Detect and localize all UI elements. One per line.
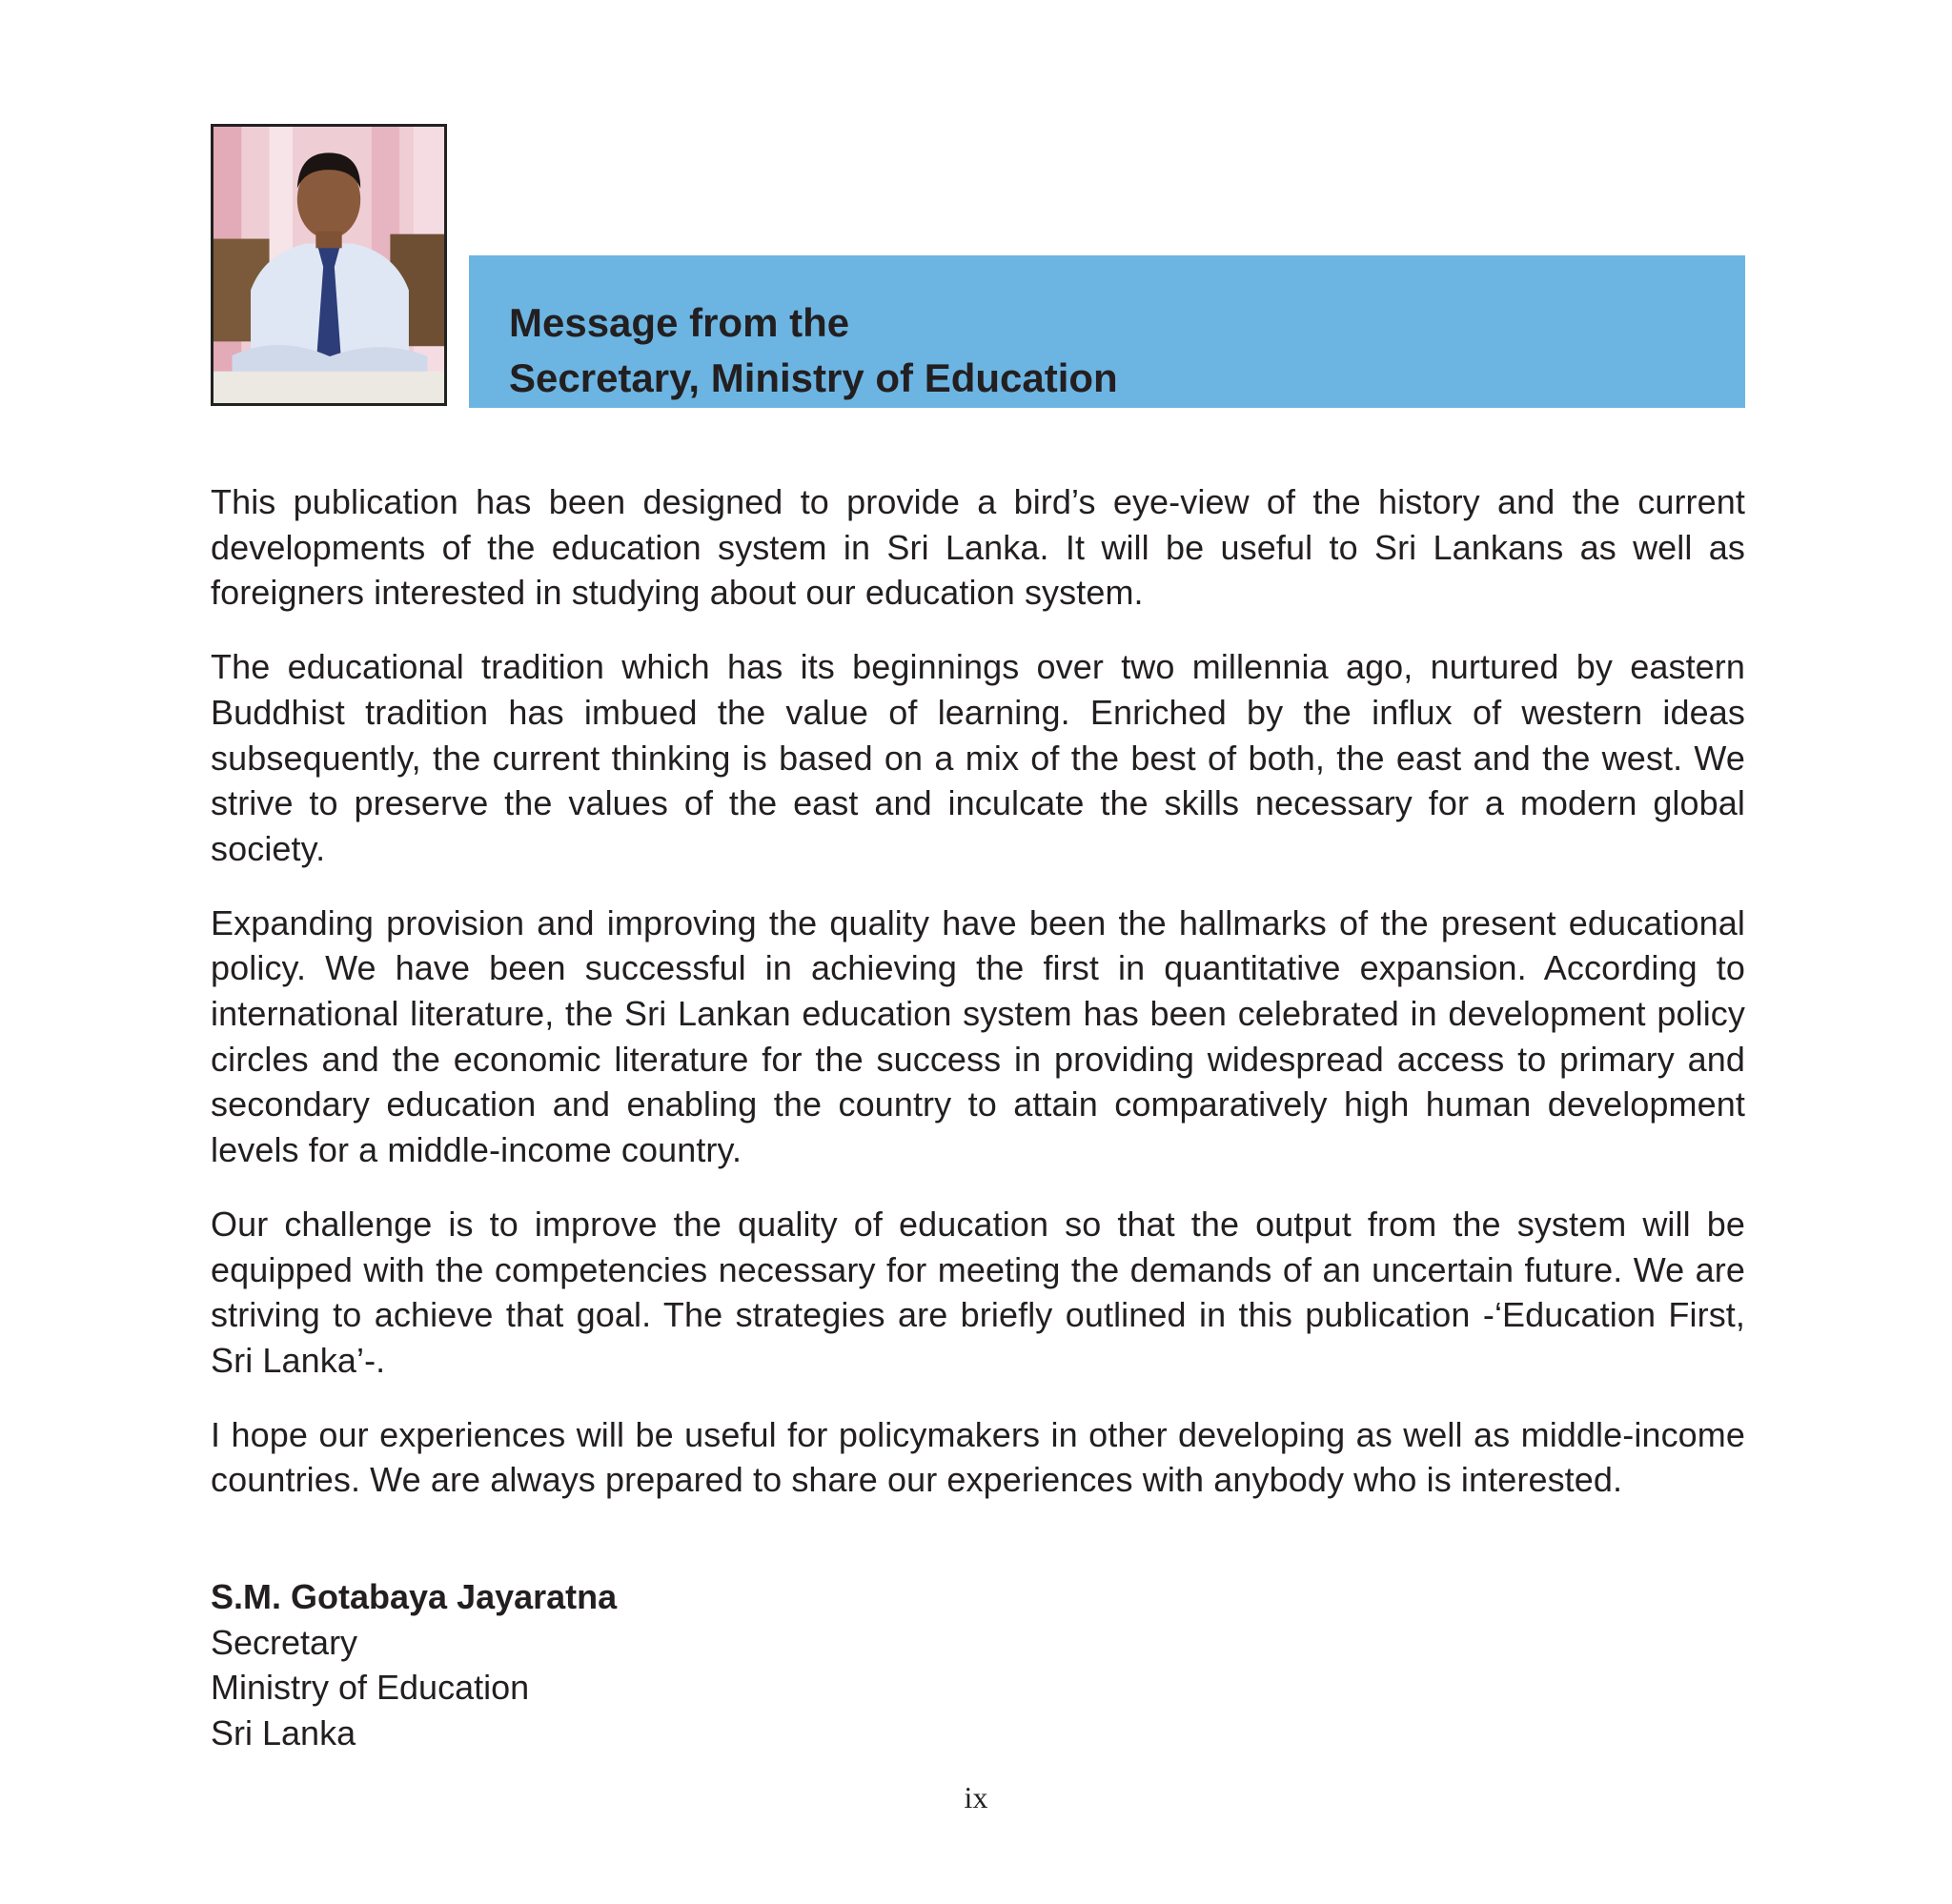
- page-title: [509, 295, 1118, 406]
- paragraph-1: This publication has been designed to provide a bird’s eye-view of the history and the current developments of the education system in Sri Lanka. It will be useful to Sri Lankans as well as foreigners interested in studying about our education system.: [211, 482, 1745, 613]
- signatory-country: Sri Lanka: [211, 1713, 356, 1753]
- page-number: ix: [964, 1780, 988, 1814]
- signature-block: [211, 1574, 617, 1756]
- person-portrait-icon: [214, 127, 444, 403]
- signatory-organization: Ministry of Education: [211, 1668, 530, 1708]
- paragraph-2: The educational tradition which has its beginnings over two millennia ago, nurtured by eastern Buddhist tradition has imbued the value of learning. Enriched by the influx of western ideas subsequently, the current thinking is based on a mix of the best of both, the east and the west. We strive to preserve the values of the east and inculcate the skills necessary for a modern global society.: [211, 647, 1745, 868]
- title-banner: [469, 255, 1745, 408]
- page-title-line-2: Secretary, Ministry of Education: [509, 355, 1118, 400]
- signatory-name: S.M. Gotabaya Jayaratna: [211, 1577, 618, 1616]
- paragraph-3: Expanding provision and improving the quality have been the hallmarks of the present educational policy. We have been successful in achieving the first in quantitative expansion. According to international literature, the Sri Lankan education system has been celebrated in development policy circles and the economic literature for the success in providing widespread access to primary and secondary education and enabling the country to attain comparatively high human development levels for a middle-income country.: [211, 902, 1745, 1170]
- paragraph-4: Our challenge is to improve the quality of education so that the output from the system will be equipped with the competencies necessary for meeting the demands of an uncertain future. We are striving to achieve that goal. The strategies are briefly outlined in this publication -‘Education First, Sri Lanka’-.: [211, 1204, 1745, 1380]
- secretary-portrait-photo: [211, 124, 447, 406]
- message-body: [211, 479, 1745, 1531]
- signatory-title: Secretary: [211, 1622, 358, 1662]
- page-title-line-1: Message from the: [509, 300, 850, 345]
- paragraph-5: I hope our experiences will be useful for policymakers in other developing as well as middle-income countries. We are always prepared to share our experiences with anybody who is interested.: [211, 1414, 1745, 1500]
